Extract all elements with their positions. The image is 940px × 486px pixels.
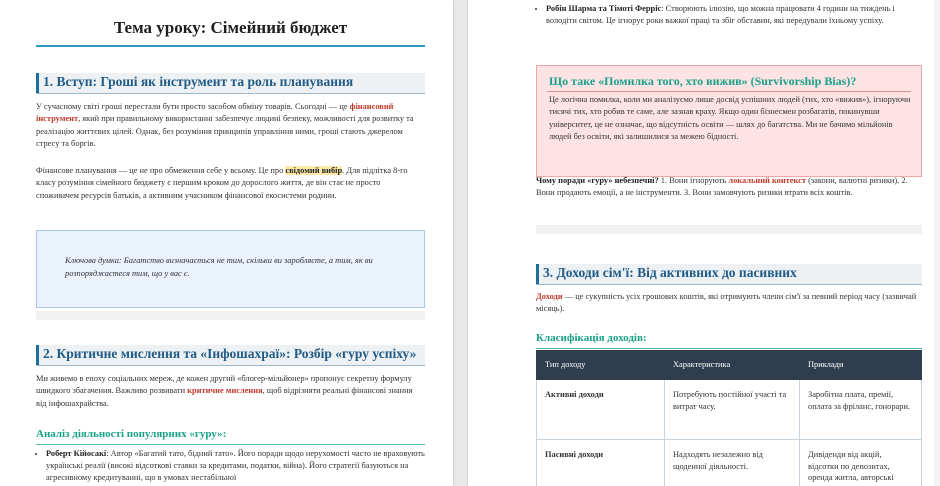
table-header-row [537, 351, 922, 380]
text-run: Фінансове планування — це не про обмеження себе у всьому. Це про [36, 166, 286, 175]
text-run: 1. Вони ігнорують [658, 176, 729, 185]
guru-analysis-rule [36, 444, 425, 445]
guru-list [36, 448, 425, 484]
survivorship-bias-heading: Що таке «Помилка того, хто вижив» (Survivorship Bias)? [549, 74, 857, 88]
section-2-paragraph [36, 373, 425, 410]
guru-analysis-heading: Аналіз діяльності популярних «гуру»: [36, 428, 227, 440]
section-divider [536, 225, 922, 234]
income-term: Доходи [536, 292, 563, 301]
highlight-local-context: локальний контекст [728, 176, 806, 185]
list-item [546, 3, 922, 27]
section-3-heading-text: 3. Доходи сім'ї: Від активних до пасивних [543, 265, 797, 280]
section-2-heading [36, 345, 425, 365]
highlight-conscious-choice: свідомий вибір [285, 166, 343, 175]
table-cell: Потребують постійної участі та витрат часу. [665, 380, 800, 440]
text-run: Ми живемо в епоху соціальних мереж, де кожен другий «блогер-мільйонер» пропонує секретну формулу швидкого збагачення. Важливо розвивати [36, 374, 412, 396]
income-classification-rule [536, 348, 922, 349]
section-1-heading-text: 1. Вступ: Гроші як інструмент та роль планування [43, 74, 354, 89]
table-row [537, 380, 922, 440]
text-run: : Автор «Багатий тато, бідний тато». Його поради щодо нерухомості часто не враховують українські реалії (високі відсоткові ставки за кредитами, податки, війна). Його стратегії базуються на агресивному кредитуванні, що в умовах нестабільної [46, 449, 425, 482]
title-underline [36, 45, 425, 47]
guru-name: Роберт Кійосакі [46, 449, 107, 458]
guru-list-continued [536, 3, 922, 27]
key-idea-box [36, 230, 425, 308]
text-run: . Для підлітка 8-го класу розуміння сімейного бюджету є першим кроком до дорослого життя, де він стає не просто споживачем ресурсів батьків, а активним учасником фінансової екосистеми родини. [36, 166, 408, 200]
income-classification-heading: Класифікація доходів: [536, 332, 647, 344]
survivorship-bias-rule [547, 91, 911, 92]
page-content [536, 0, 922, 486]
column-header-type: Тип доходу [537, 351, 665, 380]
section-3-rule [536, 284, 922, 285]
page-title: Тема уроку: Сімейний бюджет [113, 18, 348, 37]
text-run: , щоб відрізняти реальні фінансові знання від інфошахрайства. [36, 386, 413, 408]
key-idea-text: Ключова думка: Багатство визначається не тим, скільки ви заробляєте, а тим, як ви розпоряджаєтеся тим, що у вас є. [65, 256, 373, 278]
table-cell: Надходять незалежно від щоденної діяльності. [665, 440, 800, 486]
section-1-rule [36, 93, 425, 94]
document-page-left [0, 0, 453, 486]
vertical-scrollbar[interactable] [934, 0, 940, 486]
section-3-heading [536, 264, 922, 284]
text-run: — це сукупність усіх грошових коштів, які отримують члени сім'ї за певний період часу (зазвичай місяць). [536, 292, 917, 314]
why-dangerous-label: Чому поради «гуру» небезпечні? [536, 176, 659, 185]
table-cell: Дивіденди від акцій, відсотки по депозитах, оренда житла, авторські [800, 440, 922, 486]
text-run: (закони, валютні ризики). 2. Вони продають емоції, а не інструменти. 3. Вони замовчують ризики втрати всіх коштів. [536, 176, 908, 198]
document-page-right [468, 0, 940, 486]
highlight-critical-thinking: критичне мислення [187, 386, 263, 396]
why-dangerous-paragraph [536, 175, 922, 200]
column-header-examples: Приклади [800, 351, 922, 380]
section-2-rule [36, 365, 425, 366]
section-divider [36, 311, 425, 320]
table-cell: Заробітна плата, премії, оплата за фріланс, гонорари. [800, 380, 922, 440]
survivorship-bias-text: Це логічна помилка, коли ми аналізуємо лише досвід успішних людей (тих, хто «вижив»), ігноруючи тисячі тих, хто робив те саме, але зазнав краху. Якщо один бізнесмен розбагатів, покинувши університет, це не означає, що відсутність освіти — шлях до багатства. Ми не бачимо мільйонів людей без освіти, які залишилися за межею бідності. [549, 95, 911, 141]
list-item [46, 448, 425, 484]
text-run: У сучасному світі гроші перестали бути просто засобом обміну товарів. Сьогодні — це [36, 102, 350, 111]
highlight-financial-instrument: фінансовий інструмент [36, 102, 394, 124]
column-header-characteristic: Характеристика [665, 351, 800, 380]
income-definition [536, 291, 922, 316]
section-2-heading-text: 2. Критичне мислення та «Інфошахраї»: Розбір «гуру успіху» [43, 346, 417, 361]
table-cell: Активні доходи [537, 380, 665, 440]
text-run: , який при правильному використанні забезпечує людині безпеку, можливості для розвитку та реалізацію життєвих цілей. Однак, без розуміння принципів управління ними, гроші стають джерелом стресу та боргів. [36, 114, 414, 148]
table-cell: Пасивні доходи [537, 440, 665, 486]
intro-paragraph-2 [36, 165, 425, 202]
text-run: : Створюють ілюзію, що можна працювати 4 години на тиждень і володіти світом. Це ігнорує роки важкої праці та збіг обставин, які передували їхньому успіху. [546, 4, 895, 25]
income-table [536, 350, 922, 486]
guru-name: Робін Шарма та Тімоті Ферріс [546, 4, 662, 13]
survivorship-bias-box [536, 65, 922, 177]
page-content [36, 0, 425, 486]
table-row [537, 440, 922, 486]
section-1-heading [36, 73, 425, 93]
intro-paragraph-1 [36, 101, 425, 150]
